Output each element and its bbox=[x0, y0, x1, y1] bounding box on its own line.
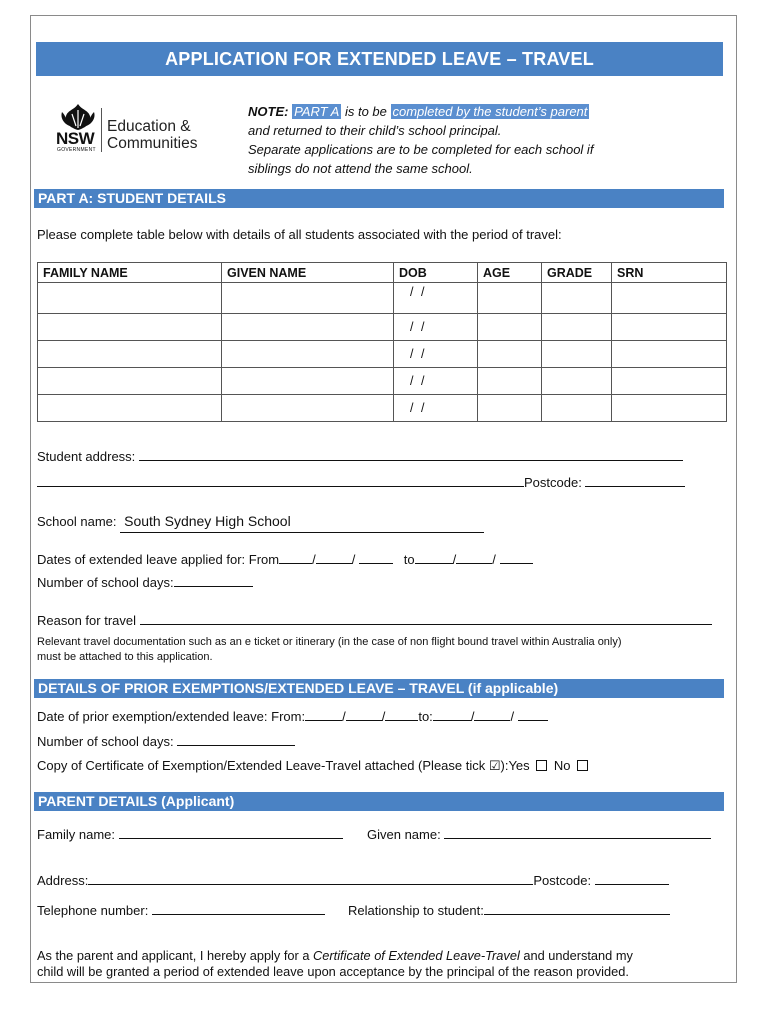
prior-days-row bbox=[37, 733, 295, 750]
parent-postcode-label: Postcode: bbox=[533, 873, 592, 888]
parent-heading: PARENT DETAILS (Applicant) bbox=[34, 792, 724, 811]
school-name-field[interactable] bbox=[120, 515, 484, 533]
declaration-certificate: Certificate of Extended Leave-Travel bbox=[313, 948, 520, 963]
given-name-cell[interactable] bbox=[222, 314, 394, 341]
table-header-row bbox=[38, 263, 727, 283]
note-block bbox=[248, 102, 593, 178]
col-dob: DOB bbox=[394, 263, 478, 283]
student-address-line-2-field[interactable] bbox=[37, 474, 524, 487]
dates-label: Dates of extended leave applied for: From bbox=[37, 552, 280, 567]
grade-cell[interactable] bbox=[542, 283, 612, 314]
part-a-heading: PART A: STUDENT DETAILS bbox=[34, 189, 724, 208]
declaration bbox=[37, 948, 633, 980]
days-field[interactable] bbox=[174, 574, 253, 587]
student-postcode-field[interactable] bbox=[585, 474, 685, 487]
parent-given-field[interactable] bbox=[444, 826, 711, 839]
age-cell[interactable] bbox=[478, 395, 542, 422]
note-line-3: Separate applications are to be completed for each school if bbox=[248, 142, 594, 157]
table-row bbox=[38, 314, 727, 341]
family-name-cell[interactable] bbox=[38, 341, 222, 368]
prior-to-year-field[interactable] bbox=[518, 708, 548, 721]
prior-from-month-field[interactable] bbox=[346, 708, 382, 721]
doc-note-line-2: must be attached to this application. bbox=[37, 651, 213, 663]
table-row bbox=[38, 368, 727, 395]
prior-date-label: Date of prior exemption/extended leave: From: bbox=[37, 709, 306, 724]
nsw-wordmark: NSW bbox=[56, 129, 95, 148]
family-name-cell[interactable] bbox=[38, 283, 222, 314]
family-name-cell[interactable] bbox=[38, 368, 222, 395]
phone-label: Telephone number: bbox=[37, 903, 149, 918]
grade-cell[interactable] bbox=[542, 341, 612, 368]
col-given-name: GIVEN NAME bbox=[222, 263, 394, 283]
srn-cell[interactable] bbox=[612, 314, 727, 341]
logo-divider bbox=[101, 108, 102, 152]
srn-cell[interactable] bbox=[612, 368, 727, 395]
doc-note-line-1: Relevant travel documentation such as an e ticket or itinerary (in the case of non flight bound travel within Australia only) bbox=[37, 636, 622, 648]
prior-date-row: Date of prior exemption/extended leave: From: / / to: / / bbox=[37, 708, 548, 725]
student-postcode-label: Postcode: bbox=[524, 475, 582, 490]
given-name-row bbox=[367, 826, 711, 843]
reason-field[interactable] bbox=[140, 612, 712, 625]
no-label: No bbox=[553, 758, 571, 773]
age-cell[interactable] bbox=[478, 314, 542, 341]
family-name-cell[interactable] bbox=[38, 395, 222, 422]
dob-cell[interactable]: / / bbox=[394, 314, 478, 341]
table-row bbox=[38, 395, 727, 422]
government-text: GOVERNMENT bbox=[57, 147, 96, 153]
age-cell[interactable] bbox=[478, 283, 542, 314]
age-cell[interactable] bbox=[478, 368, 542, 395]
reason-label: Reason for travel bbox=[37, 613, 136, 628]
table-row bbox=[38, 341, 727, 368]
no-checkbox[interactable] bbox=[577, 760, 588, 771]
logo-line-2: Communities bbox=[107, 135, 198, 152]
part-a-instruction: Please complete table below with details of all students associated with the period of travel: bbox=[37, 227, 562, 242]
note-line-4: siblings do not attend the same school. bbox=[248, 161, 473, 176]
student-address-label: Student address: bbox=[37, 449, 136, 464]
dob-cell[interactable]: / / bbox=[394, 283, 478, 314]
student-table bbox=[37, 262, 727, 422]
waratah-icon bbox=[56, 102, 100, 132]
nsw-logo bbox=[56, 102, 100, 154]
prior-from-day-field[interactable] bbox=[305, 708, 342, 721]
declaration-line-2: child will be granted a period of extended leave upon acceptance by the principal of the reason provided. bbox=[37, 964, 629, 979]
from-month-field[interactable] bbox=[316, 551, 352, 564]
grade-cell[interactable] bbox=[542, 314, 612, 341]
phone-row bbox=[37, 902, 325, 919]
parent-postcode-field[interactable] bbox=[595, 872, 669, 885]
grade-cell[interactable] bbox=[542, 368, 612, 395]
parent-given-label: Given name: bbox=[367, 827, 441, 842]
parent-address-label: Address: bbox=[37, 873, 89, 888]
dob-cell[interactable]: / / bbox=[394, 341, 478, 368]
dates-to-label: to bbox=[403, 552, 415, 567]
prior-from-year-field[interactable] bbox=[385, 708, 418, 721]
col-family-name: FAMILY NAME bbox=[38, 263, 222, 283]
table-row bbox=[38, 283, 727, 314]
school-name-label: School name: bbox=[37, 514, 117, 529]
relationship-field[interactable] bbox=[484, 902, 670, 915]
reason-row bbox=[37, 612, 712, 629]
note-highlight: completed by the student’s parent bbox=[392, 104, 588, 119]
copy-label: Copy of Certificate of Exemption/Extended Leave-Travel attached (Please tick ☑):Yes bbox=[37, 758, 530, 773]
srn-cell[interactable] bbox=[612, 395, 727, 422]
dates-row: Dates of extended leave applied for: From / / to / / bbox=[37, 551, 533, 568]
to-day-field[interactable] bbox=[415, 551, 453, 564]
logo-line-1: Education & bbox=[107, 118, 191, 135]
student-address-row bbox=[37, 448, 683, 465]
days-row bbox=[37, 574, 253, 591]
col-srn: SRN bbox=[612, 263, 727, 283]
given-name-cell[interactable] bbox=[222, 283, 394, 314]
phone-field[interactable] bbox=[152, 902, 325, 915]
doc-note bbox=[37, 635, 622, 665]
dob-cell[interactable]: / / bbox=[394, 395, 478, 422]
note-label: NOTE: bbox=[248, 104, 289, 119]
col-grade: GRADE bbox=[542, 263, 612, 283]
logo-text bbox=[107, 118, 197, 152]
parent-family-field[interactable] bbox=[119, 826, 343, 839]
from-year-field[interactable] bbox=[359, 551, 393, 564]
student-address-field[interactable] bbox=[139, 448, 683, 461]
relationship-label: Relationship to student: bbox=[348, 903, 484, 918]
to-year-field[interactable] bbox=[500, 551, 533, 564]
given-name-cell[interactable] bbox=[222, 395, 394, 422]
school-name-value: South Sydney High School bbox=[124, 513, 291, 529]
given-name-cell[interactable] bbox=[222, 341, 394, 368]
relationship-row bbox=[348, 902, 670, 919]
prior-days-label: Number of school days: bbox=[37, 734, 174, 749]
declaration-part-3: and understand my bbox=[519, 948, 633, 963]
yes-checkbox[interactable] bbox=[536, 760, 547, 771]
to-month-field[interactable] bbox=[456, 551, 492, 564]
note-part-a: PART A bbox=[294, 104, 340, 119]
note-text-1: is to be bbox=[341, 104, 391, 119]
parent-address-row bbox=[37, 872, 669, 889]
family-name-row bbox=[37, 826, 343, 843]
school-name-row bbox=[37, 513, 484, 531]
srn-cell[interactable] bbox=[612, 283, 727, 314]
copy-row bbox=[37, 758, 591, 774]
days-label: Number of school days: bbox=[37, 575, 174, 590]
srn-cell[interactable] bbox=[612, 341, 727, 368]
age-cell[interactable] bbox=[478, 341, 542, 368]
parent-address-field[interactable] bbox=[88, 872, 533, 885]
col-age: AGE bbox=[478, 263, 542, 283]
dob-cell[interactable]: / / bbox=[394, 368, 478, 395]
postcode-row bbox=[37, 474, 685, 491]
prior-to-month-field[interactable] bbox=[474, 708, 510, 721]
family-name-cell[interactable] bbox=[38, 314, 222, 341]
grade-cell[interactable] bbox=[542, 395, 612, 422]
prior-days-field[interactable] bbox=[177, 733, 295, 746]
note-line-2: and returned to their child’s school principal. bbox=[248, 123, 502, 138]
from-day-field[interactable] bbox=[279, 551, 312, 564]
form-title: APPLICATION FOR EXTENDED LEAVE – TRAVEL bbox=[36, 42, 723, 76]
parent-family-label: Family name: bbox=[37, 827, 116, 842]
prior-to-label: to: bbox=[418, 709, 433, 724]
prior-to-day-field[interactable] bbox=[433, 708, 471, 721]
prior-heading: DETAILS OF PRIOR EXEMPTIONS/EXTENDED LEAVE – TRAVEL (if applicable) bbox=[34, 679, 724, 698]
given-name-cell[interactable] bbox=[222, 368, 394, 395]
declaration-part-1: As the parent and applicant, I hereby apply for a bbox=[37, 948, 314, 963]
